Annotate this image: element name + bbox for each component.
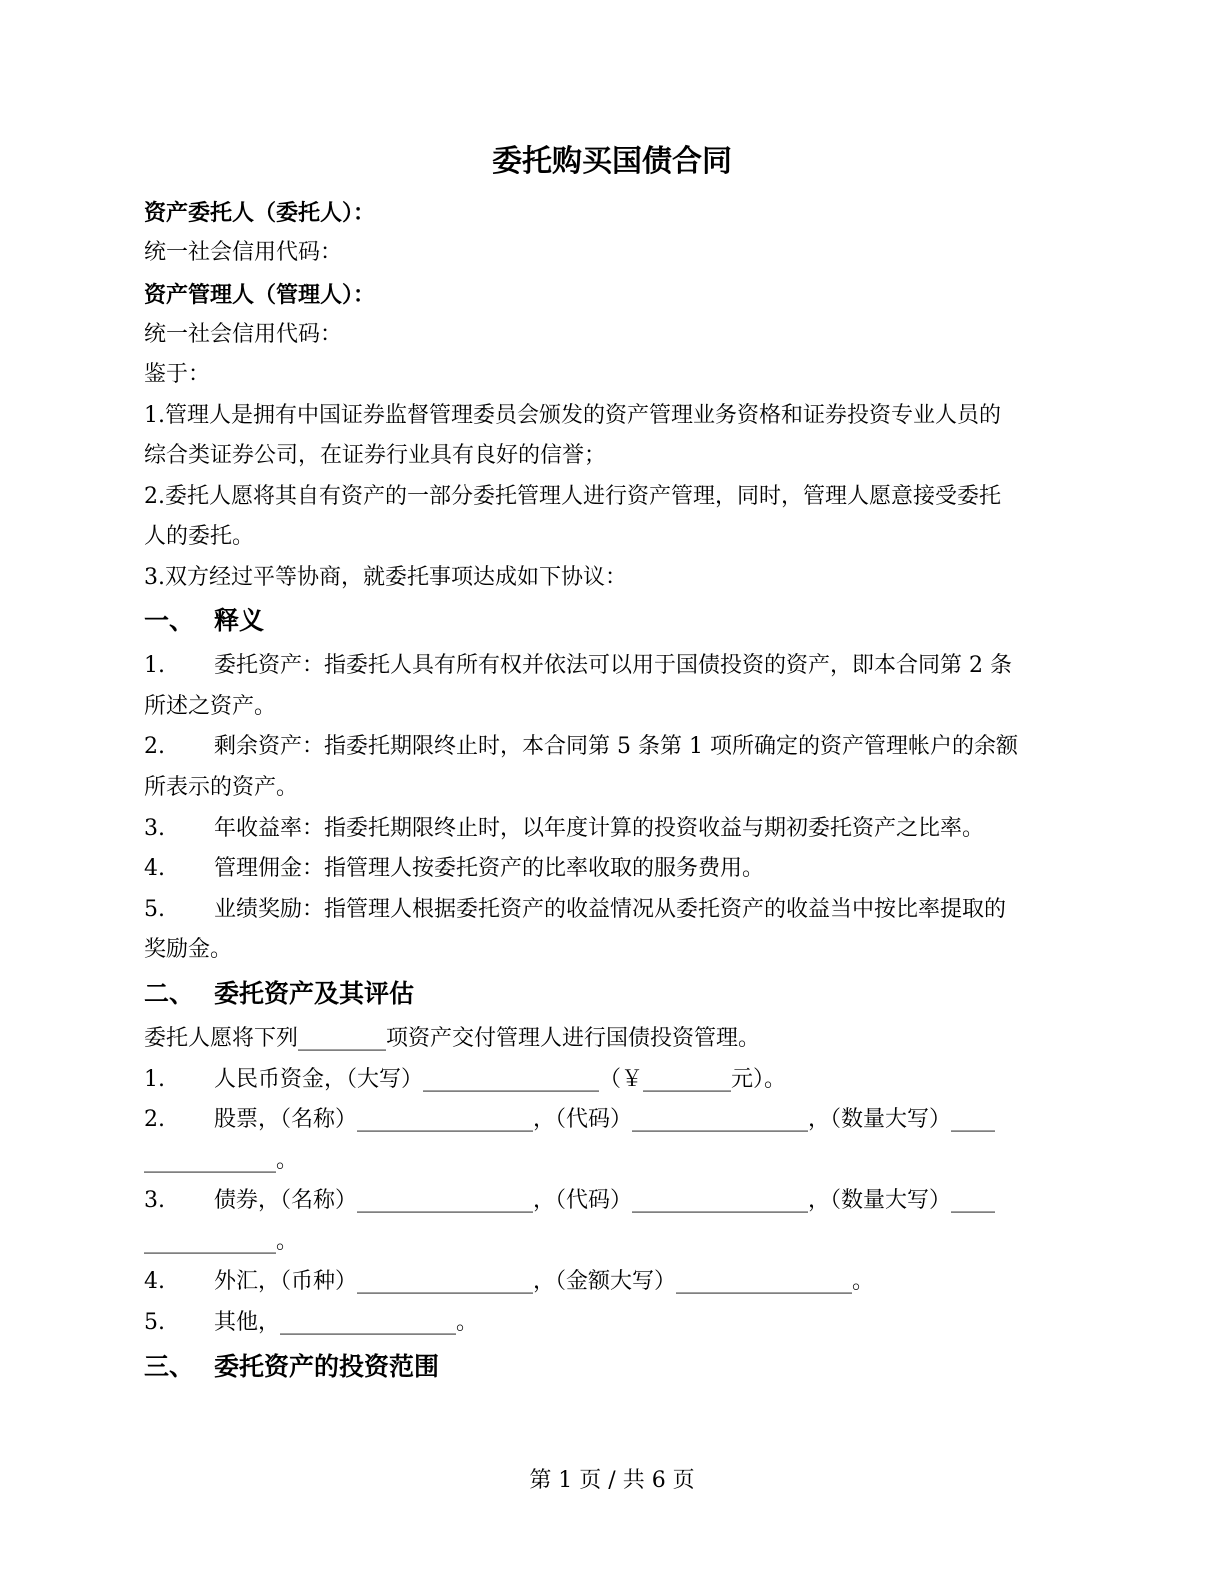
section-title: 委托资产的投资范围 <box>214 1352 440 1381</box>
asset-item <box>144 1105 995 1135</box>
asset-item-continuation: ____________。 <box>144 1229 299 1254</box>
definition-item <box>144 895 1006 925</box>
item-number: 1. <box>144 1067 165 1092</box>
whereas-label: 鉴于： <box>144 362 211 387</box>
item-text: 年收益率：指委托期限终止时，以年度计算的投资收益与期初委托资产之比率。 <box>214 816 985 841</box>
item-number: 3. <box>144 816 165 841</box>
section-number: 二、 <box>144 979 195 1008</box>
assets-intro: 委托人愿将下列________项资产交付管理人进行国债投资管理。 <box>144 1026 761 1051</box>
item-text: 其他，________________。 <box>214 1310 479 1335</box>
item-number: 4. <box>144 856 165 881</box>
manager-credit-code: 统一社会信用代码： <box>144 322 343 347</box>
item-number: 2. <box>144 734 165 759</box>
item-number: 2. <box>144 1107 165 1132</box>
asset-item <box>144 1186 995 1216</box>
asset-item <box>144 1308 478 1338</box>
page-footer: 第 1 页 / 共 6 页 <box>529 1468 695 1493</box>
recital-1-line-2: 综合类证券公司，在证券行业具有良好的信誉； <box>144 443 607 468</box>
definition-item-continuation: 所表示的资产。 <box>144 775 299 800</box>
section-2-heading <box>144 977 414 1011</box>
item-number: 1. <box>144 653 165 678</box>
asset-item <box>144 1065 786 1095</box>
section-title: 释义 <box>214 606 265 635</box>
definition-item <box>144 814 984 844</box>
recital-2-line-1: 2.委托人愿将其自有资产的一部分委托管理人进行资产管理，同时，管理人愿意接受委托 <box>144 484 1001 509</box>
asset-item-continuation: ____________。 <box>144 1148 299 1173</box>
item-number: 3. <box>144 1188 165 1213</box>
item-text: 委托资产：指委托人具有所有权并依法可以用于国债投资的资产，即本合同第 2 条 <box>214 653 1012 678</box>
item-number: 5. <box>144 1310 165 1335</box>
section-number: 一、 <box>144 606 195 635</box>
recital-2-line-2: 人的委托。 <box>144 524 255 549</box>
section-number: 三、 <box>144 1352 195 1381</box>
section-3-heading <box>144 1350 439 1384</box>
recital-1-line-1: 1.管理人是拥有中国证券监督管理委员会颁发的资产管理业务资格和证券投资专业人员的 <box>144 403 1001 428</box>
definition-item-continuation: 所述之资产。 <box>144 694 277 719</box>
page-title: 委托购买国债合同 <box>492 144 732 179</box>
client-label: 资产委托人（委托人）： <box>144 200 376 226</box>
item-text: 人民币资金，（大写）________________（￥________元）。 <box>214 1067 787 1092</box>
client-credit-code: 统一社会信用代码： <box>144 240 343 265</box>
recital-3: 3.双方经过平等协商，就委托事项达成如下协议： <box>144 565 627 590</box>
item-text: 管理佣金：指管理人按委托资产的比率收取的服务费用。 <box>214 856 765 881</box>
item-text: 债券，（名称）________________，（代码）________________，（数量大写）____ <box>214 1188 996 1213</box>
definition-item <box>144 732 1018 762</box>
item-text: 外汇，（币种）________________，（金额大写）________________。 <box>214 1269 875 1294</box>
item-number: 5. <box>144 897 165 922</box>
item-text: 股票，（名称）________________，（代码）________________，（数量大写）____ <box>214 1107 996 1132</box>
section-1-heading <box>144 604 264 638</box>
manager-label: 资产管理人（管理人）： <box>144 282 376 308</box>
definition-item <box>144 651 1012 681</box>
item-number: 4. <box>144 1269 165 1294</box>
item-text: 剩余资产：指委托期限终止时，本合同第 5 条第 1 项所确定的资产管理帐户的余额 <box>214 734 1018 759</box>
item-text: 业绩奖励：指管理人根据委托资产的收益情况从委托资产的收益当中按比率提取的 <box>214 897 1007 922</box>
definition-item <box>144 854 764 884</box>
definition-item-continuation: 奖励金。 <box>144 937 233 962</box>
asset-item <box>144 1267 874 1297</box>
section-title: 委托资产及其评估 <box>214 979 415 1008</box>
